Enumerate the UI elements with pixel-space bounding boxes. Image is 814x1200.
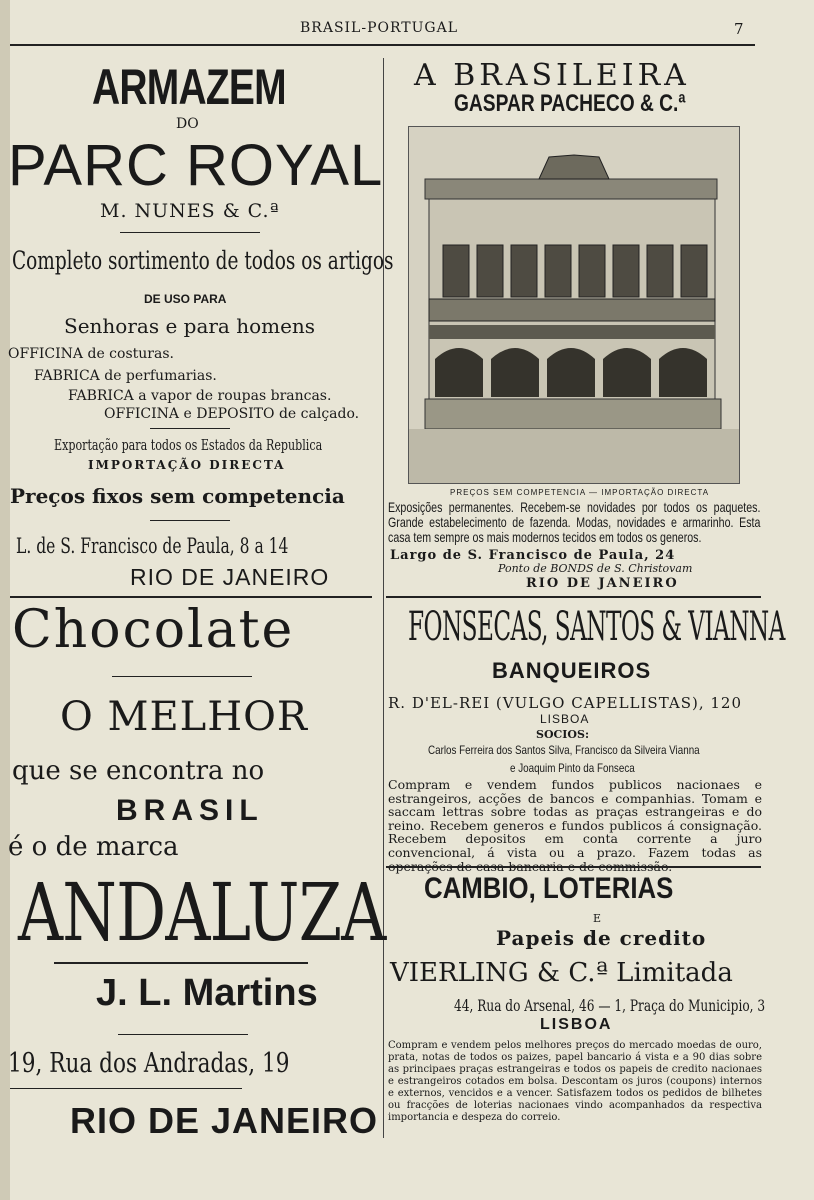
fonsecas-socios: Carlos Ferreira dos Santos Silva, Francisco da Silveira Vianna: [428, 743, 700, 757]
fonsecas-title: FONSECAS, SANTOS & VIANNA: [408, 604, 785, 650]
armazem-rule-2: [150, 428, 230, 429]
fonsecas-socios2: e Joaquim Pinto da Fonseca: [510, 761, 635, 775]
armazem-line1: Completo sortimento de todos os artigos: [12, 246, 394, 275]
armazem-city: RIO DE JANEIRO: [130, 564, 330, 590]
chocolate-address: 19, Rua dos Andradas, 19: [8, 1048, 290, 1079]
armazem-export: Exportação para todos os Estados da Republica: [54, 436, 323, 454]
armazem-list-3: FABRICA a vapor de roupas brancas.: [68, 388, 332, 404]
armazem-list-1: OFFICINA de costuras.: [8, 346, 174, 362]
chocolate-brand: ANDALUZA: [18, 866, 386, 959]
fonsecas-subtitle: BANQUEIROS: [492, 658, 652, 683]
chocolate-brasil: BRASIL: [116, 794, 264, 827]
storefront-engraving: [408, 126, 740, 484]
header-rule: [10, 44, 755, 46]
chocolate-line1: que se encontra no: [12, 756, 265, 786]
chocolate-maker: J. L. Martins: [96, 972, 318, 1014]
cambio-company: VIERLING & C.ª Limitada: [390, 958, 733, 988]
cambio-e: E: [593, 912, 602, 925]
armazem-line2: DE USO PARA: [144, 292, 227, 306]
header-title: BRASIL-PORTUGAL: [300, 20, 459, 36]
divider-right-2: [386, 866, 761, 868]
armazem-prices: Preços fixos sem competencia: [10, 484, 345, 508]
armazem-list-2: FABRICA de perfumarias.: [34, 368, 217, 384]
armazem-list-4: OFFICINA e DEPOSITO de calçado.: [104, 406, 360, 422]
armazem-rule-3: [150, 520, 230, 521]
fonsecas-text: Compram e vendem fundos publicos nacionaes e estrangeiros, acções de bancos e companhias. Tomam e saccam lettras sobre todas as praças estrangeiras e do reino. Recebem generos e fundos publicos á consignação. Recebem depositos em conta corrente a juro convencional, á vista ou a prazo. Fazem todas as: [388, 777, 762, 860]
fonsecas-city: LISBOA: [540, 712, 590, 726]
divider-left-1: [10, 596, 372, 598]
chocolate-rule-2: [54, 962, 308, 964]
armazem-title: ARMAZEM: [92, 59, 286, 115]
fonsecas-socios-label: SOCIOS:: [536, 728, 590, 741]
chocolate-rule-4: [10, 1088, 242, 1089]
chocolate-title: Chocolate: [12, 600, 295, 660]
cambio-text: Compram e vendem pelos melhores preços do mercado moedas de ouro, prata, notas de todos os paizes, papel bancario á vista e a 90 dias sobre as principaes praças estrangeiras e todos os papeis de credito nacionaes e estrangeiros cotados em bolsa. Descontam os juros (coupons) internos e externos, vencidos e a vencer. Satisfazem todos os pedidos de bilhetes ou fracções de loterias nacionaes vindo acompanhados da respectiva importancia e despeza do correio.: [388, 1040, 762, 1123]
chocolate-melhor: O MELHOR: [60, 694, 309, 740]
armazem-import: IMPORTAÇÃO DIRECTA: [88, 458, 286, 472]
cambio-title: CAMBIO, LOTERIAS: [424, 872, 674, 905]
armazem-line3: Senhoras e para homens: [64, 314, 316, 338]
cambio-address: 44, Rua do Arsenal, 46 — 1, Praça do Municipio, 3: [454, 996, 766, 1015]
armazem-address: L. de S. Francisco de Paula, 8 a 14: [16, 534, 289, 558]
armazem-name: PARC ROYAL: [8, 133, 384, 198]
page-header: [0, 20, 814, 44]
fonsecas-address: R. D'EL-REI (VULGO CAPELLISTAS), 120: [388, 694, 743, 712]
armazem-owner: M. NUNES & C.ª: [100, 200, 280, 222]
brasileira-owner: GASPAR PACHECO & C.ª: [454, 90, 686, 117]
brasileira-text: Exposições permanentes. Recebem-se novidades por todos os paquetes. Grande estabelecimento de fazenda. Modas, novidades e armarinho. Esta casa tem sempre os mais modernos tecidos em todos os generos.: [388, 499, 761, 545]
brasileira-address2: Ponto de BONDS de S. Christovam: [498, 562, 693, 575]
storefront-illustration: [409, 127, 739, 483]
chocolate-rule-3: [118, 1034, 248, 1035]
cambio-city: LISBOA: [540, 1016, 613, 1033]
brasileira-caption: PREÇOS SEM COMPETENCIA — IMPORTAÇÃO DIRECTA: [450, 488, 710, 497]
brasileira-city: RIO DE JANEIRO: [526, 576, 679, 591]
armazem-do: DO: [176, 116, 199, 132]
divider-right-1: [386, 596, 761, 598]
chocolate-city: RIO DE JANEIRO: [70, 1100, 379, 1141]
brasileira-address: Largo de S. Francisco de Paula, 24: [390, 548, 676, 563]
chocolate-rule-1: [112, 676, 252, 677]
column-divider: [383, 58, 384, 1138]
armazem-rule-1: [120, 232, 260, 233]
cambio-subtitle: Papeis de credito: [496, 926, 707, 950]
page-number: 7: [734, 20, 744, 38]
chocolate-line2: é o de marca: [8, 832, 179, 862]
brasileira-title: A BRASILEIRA: [414, 58, 690, 93]
